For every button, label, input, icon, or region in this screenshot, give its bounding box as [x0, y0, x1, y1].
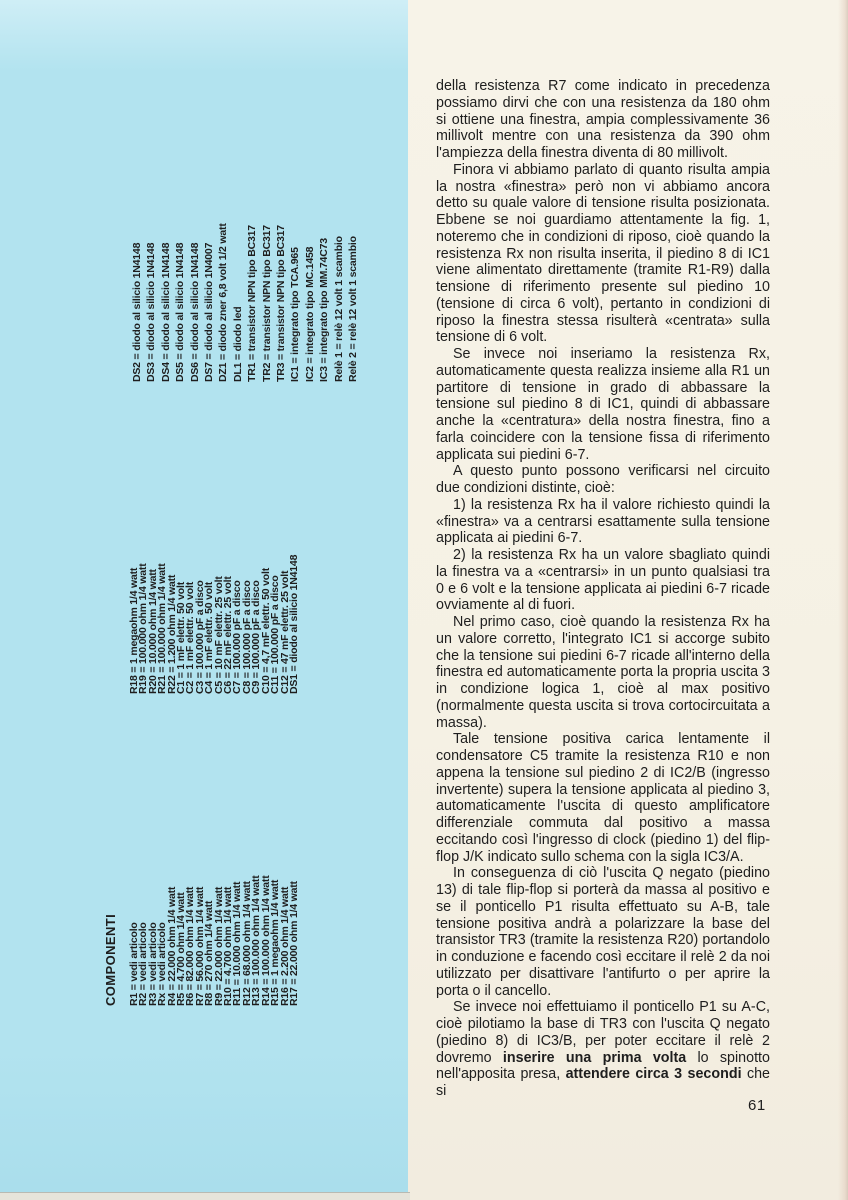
component-entry: R21 = 100.000 ohm 1/4 watt: [156, 563, 169, 694]
component-entry: R17 = 22.000 ohm 1/4 watt: [287, 881, 300, 1006]
body-text: 2) la resistenza Rx ha un valore sbagliato quindi la finestra va a «centrarsi» in un punto qualsiasi tra 0 e 6 volt e la tensione applicata ai piedini 6-7 ricade ovviamente al di fuori.: [436, 547, 770, 614]
component-entry: TR3 = transistor NPN tipo BC317: [275, 225, 288, 382]
article-paragraph: [436, 999, 770, 1100]
component-entry: TR1 = transistor NPN tipo BC317: [246, 225, 259, 382]
component-entry: DS6 = diodo al silicio 1N4148: [188, 242, 201, 382]
article-body: [436, 78, 770, 1100]
components-column: [130, 694, 299, 1006]
component-entry: R9 = 22.000 ohm 1/4 watt: [212, 886, 225, 1006]
page-bottom-edge: [0, 1192, 410, 1200]
component-entry: R8 = 270 ohm 1/4 watt: [203, 900, 216, 1006]
component-entry: R16 = 2.200 ohm 1/4 watt: [278, 886, 291, 1006]
component-entry: R10 = 4.700 ohm 1/4 watt: [222, 886, 235, 1006]
article-paragraph: [436, 78, 770, 162]
body-text: A questo punto possono verificarsi nel circuito due condizioni distinte, cioè:: [436, 463, 770, 496]
component-entry: DS4 = diodo al silicio 1N4148: [159, 242, 172, 382]
component-entry: R12 = 68.000 ohm 1/4 watt: [240, 881, 253, 1006]
article-paragraph: [436, 731, 770, 865]
component-entry: C7 = 100.000 pF a disco: [231, 580, 244, 694]
bold-text: attendere circa 3 secondi: [565, 1066, 742, 1083]
component-entry: DS7 = diodo al silicio 1N4007: [203, 242, 216, 382]
component-entry: R2 = vedi articolo: [137, 922, 150, 1006]
component-entry: C2 = 1 mF elettr. 50 volt: [184, 581, 197, 694]
component-entry: DZ1 = diodo zner 6,8 volt 1/2 watt: [217, 223, 230, 382]
component-entry: R18 = 1 megaohm 1/4 watt: [128, 567, 140, 694]
component-entry: C11 = 100.000 pF a disco: [269, 575, 282, 694]
component-entry: R11 = 10.000 ohm 1/4 watt: [231, 881, 244, 1006]
article-paragraph: [436, 497, 770, 547]
component-entry: Relè 1 = relè 12 volt 1 scambio: [332, 236, 345, 382]
component-entry: R15 = 1 megaohm 1/4 watt: [269, 879, 282, 1006]
page-right-edge: [838, 0, 848, 1200]
component-entry: C10 = 4,7 mF elettr. 50 volt: [259, 567, 272, 694]
article-paragraph: [436, 614, 770, 731]
component-entry: R20 = 10.000 ohm 1/4 watt: [146, 569, 159, 694]
component-entry: TR2 = transistor NPN tipo BC317: [260, 225, 273, 382]
component-entry: R1 = vedi articolo: [128, 922, 140, 1006]
article-paragraph: [436, 463, 770, 497]
article-paragraph: [436, 162, 770, 346]
component-entry: DL1 = diodo led: [231, 306, 244, 382]
components-list: [103, 120, 373, 1006]
component-entry: C8 = 100.000 pF a disco: [240, 580, 253, 694]
component-entry: C5 = 10 mF elettr. 25 volt: [212, 576, 225, 694]
component-entry: R19 = 100.000 ohm 1/4 watt: [137, 563, 150, 694]
component-entry: DS1 = diodo al silicio 1N4148: [287, 554, 300, 694]
article-paragraph: [436, 346, 770, 463]
body-text: lo spinotto nell'apposita presa,: [436, 1049, 770, 1083]
body-text: In conseguenza di ciò l'uscita Q negato (piedino 13) di tale flip-flop si porterà da massa al positivo e se il ponticello P1 risulta effettuato su A-B, tale tensione positiva andrà a polarizzare la base del transistor TR3 (tramite la resistenza R20) portandolo in conduzione e facendo così eccitare il relè 2 da noi utilizzato per disattivare l'antifurto o per aprire la porta o il cancello.: [436, 865, 770, 999]
component-entry: DS2 = diodo al silicio 1N4148: [131, 242, 143, 382]
component-entry: IC1 = integrato tipo TCA.965: [289, 247, 302, 382]
component-entry: IC2 = integrato tipo MC.1458: [303, 246, 316, 382]
component-entry: R14 = 100.000 ohm 1/4 watt: [259, 875, 272, 1006]
component-entry: R13 = 100.000 ohm 1/4 watt: [250, 875, 263, 1006]
component-entry: C6 = 22 mF elettr. 25 volt: [222, 576, 235, 694]
page-number: 61: [748, 1097, 766, 1114]
component-entry: R3 = vedi articolo: [146, 922, 159, 1006]
bold-text: inserire una prima volta: [502, 1049, 687, 1066]
body-text: Nel primo caso, cioè quando la resistenza Rx ha un valore corretto, l'integrato IC1 si accorge subito che la tensione sui piedini 6-7 ricade all'interno della finestra ed automaticamente porta la propria uscita 3 in condizione logica 1, cioè al max positivo (normalmente questa uscita si trova cortocircuitata a massa).: [436, 614, 770, 731]
component-entry: R22 = 1.200 ohm 1/4 watt: [165, 574, 178, 694]
components-columns: [130, 120, 361, 1006]
component-entry: IC3 = integrato tipo MM.74C73: [318, 238, 331, 382]
article-paragraph: [436, 865, 770, 999]
body-text: 1) la resistenza Rx ha il valore richiesto quindi la «finestra» va a centrarsi esattamente sulla tensione applicata ai piedini 6-7.: [436, 496, 770, 547]
component-entry: Relè 2 = relè 12 volt 1 scambio: [347, 236, 360, 382]
components-title: COMPONENTI: [103, 913, 118, 1006]
component-entry: R7 = 56.000 ohm 1/4 watt: [193, 886, 206, 1006]
body-text: Se invece noi inseriamo la resistenza Rx, automaticamente questa realizza insieme alla R1 un partitore di tensione in grado di abbassare la tensione sul piedino 8 di IC1, quindi di abbassare anche la «centratura» della nostra finestra, fino a farla coincidere con la tensione fissa di riferimento applicata sui piedini 6-7.: [436, 346, 770, 463]
components-panel: [0, 0, 408, 1192]
body-text: Se invece noi effettuiamo il ponticello P1 su A-C, cioè pilotiamo la base di TR3 con l'uscita Q negato (piedino 8) di IC3/B, per poter eccitare il relè 2 dovremo: [436, 999, 770, 1066]
body-text: Tale tensione positiva carica lentamente il condensatore C5 tramite la resistenza R10 e non appena la tensione sul piedino 2 di IC2/B (ingresso invertente) supera la tensione applicata al piedino 3, automaticamente l'uscita di questo amplificatore differenziale commuta dal positivo a massa eccitando così l'ingresso di clock (piedino 1) del flip-flop J/K indicato sullo schema con la sigla IC3/A.: [436, 731, 770, 865]
body-text: Finora vi abbiamo parlato di quanto risulta ampia la nostra «finestra» però non vi abbiamo ancora detto su quale valore di tensione risulta posizionata. Ebbene se noi guardiamo attentamente la fig. 1, noteremo che in condizioni di riposo, cioè quando la resistenza Rx non risulta inserita, il piedino 8 di IC1 viene alimentato direttamente (tramite R1-R9) dalla tensione di riferimento presente sul piedino 10 (tensione di circa 6 volt), pertanto in condizioni di riposo la finestra stessa risulterà «centrata» sulla tensione di 6 volt.: [436, 161, 770, 346]
component-entry: C9 = 100.000 pF a disco: [250, 580, 263, 694]
component-entry: Rx = vedi articolo: [156, 922, 169, 1006]
body-text: che si: [436, 1066, 771, 1099]
component-entry: R4 = 22.000 ohm 1/4 watt: [165, 886, 178, 1006]
body-text: della resistenza R7 come indicato in precedenza possiamo dirvi che con una resistenza da 180 ohm si ottiene una finestra, ampia complessivamente 36 millivolt mentre con una resistenza da 390 ohm l'ampiezza della finestra diventa di 80 millivolt.: [436, 78, 770, 161]
component-entry: DS3 = diodo al silicio 1N4148: [145, 242, 158, 382]
component-entry: C4 = 1 mF elettr. 50 volt: [203, 581, 216, 694]
component-entry: DS5 = diodo al silicio 1N4148: [174, 242, 187, 382]
article-paragraph: [436, 547, 770, 614]
component-entry: C3 = 100.000 pF a disco: [193, 580, 206, 694]
component-entry: C1 = 1 mF elettr. 50 volt: [175, 581, 188, 694]
components-column: [130, 120, 361, 382]
component-entry: R5 = 4.700 ohm 1/4 watt: [175, 892, 188, 1006]
component-entry: R6 = 82.000 ohm 1/4 watt: [184, 886, 197, 1006]
component-entry: C12 = 47 mF elettr. 25 volt: [278, 570, 291, 694]
components-column: [130, 382, 299, 694]
